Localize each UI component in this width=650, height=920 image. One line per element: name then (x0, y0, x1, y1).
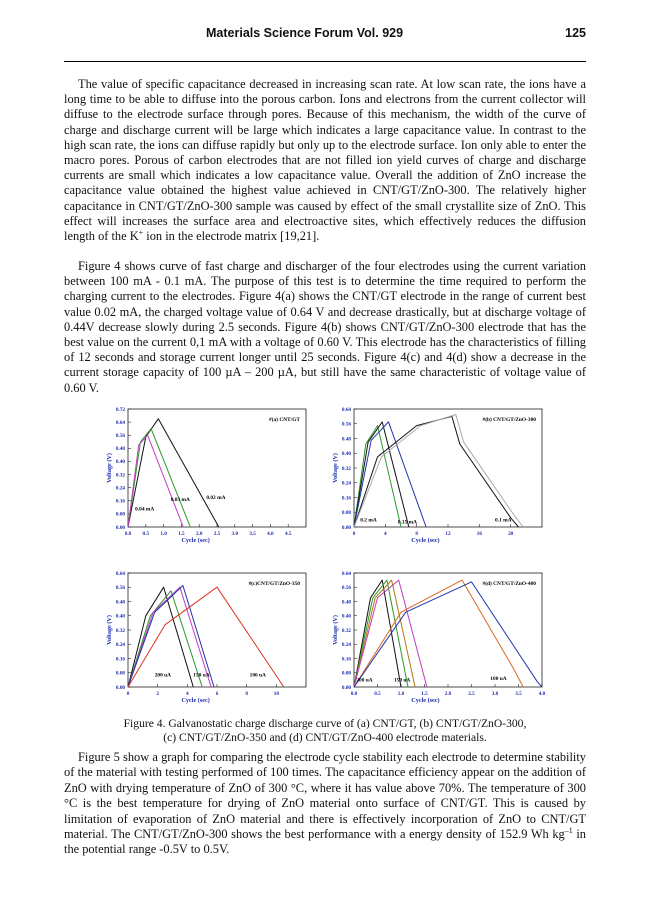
current-label: 200 uA (154, 672, 172, 679)
paragraph-3-superscript: –1 (564, 825, 573, 835)
y-tick-label: 0.00 (115, 684, 125, 691)
x-tick-label: 0 (352, 531, 356, 537)
chart-b-cnt-gt-zno-300 (322, 403, 552, 559)
x-axis-label: Cycle (sec) (411, 537, 440, 544)
y-tick-label: 0.32 (115, 472, 125, 479)
y-tick-label: 0.56 (341, 421, 351, 428)
current-label: 0.02 mA (206, 495, 226, 502)
x-tick-label: 4.0 (538, 691, 546, 697)
y-tick-label: 0.64 (115, 570, 125, 577)
plot-frame (128, 409, 306, 527)
paragraph-3-end: in the potential range -0.5V to 0.5V. (64, 827, 586, 857)
y-tick-label: 0.08 (115, 511, 125, 518)
y-tick-label: 0.24 (115, 485, 125, 492)
chart-d-cnt-gt-zno-400 (322, 567, 552, 717)
x-tick-label: 4.5 (284, 531, 292, 537)
x-tick-label: 2.5 (213, 531, 221, 537)
caption-line-2: (c) CNT/GT/ZnO-350 and (d) CNT/GT/ZnO-400 electrode materials. (163, 731, 487, 744)
paragraph-1 (64, 77, 586, 244)
x-tick-label: 3.0 (491, 691, 499, 697)
x-tick-label: 16 (476, 531, 482, 537)
y-tick-label: 0.64 (341, 570, 351, 577)
y-tick-label: 0.08 (341, 510, 351, 517)
y-tick-label: 0.16 (115, 656, 125, 663)
y-tick-label: 0.00 (341, 684, 351, 691)
plot-frame (354, 409, 542, 527)
x-tick-label: 4 (384, 531, 387, 537)
figure-caption (64, 717, 586, 745)
y-tick-label: 0.16 (341, 656, 351, 663)
x-tick-label: 2 (156, 691, 159, 697)
x-tick-label: 3.5 (249, 531, 256, 537)
y-tick-label: 0.32 (341, 465, 351, 472)
y-axis-label: Voltage (V) (332, 615, 339, 645)
y-tick-label: 0.48 (341, 599, 351, 606)
x-tick-label: 1.0 (397, 691, 405, 697)
header-rule (64, 61, 586, 62)
x-tick-label: 4.0 (267, 531, 274, 537)
y-tick-label: 0.40 (115, 459, 125, 466)
y-tick-label: 0.16 (341, 495, 351, 502)
current-label: 100 uA (490, 675, 507, 682)
journal-title: Materials Science Forum Vol. 929 (206, 26, 404, 40)
plot-frame (128, 573, 306, 687)
panel-title: #(c)CNT/GT/ZnO-350 (248, 581, 300, 587)
y-tick-label: 0.24 (341, 480, 351, 487)
x-tick-label: 20 (508, 531, 514, 537)
paragraph-3 (64, 750, 586, 858)
y-axis-label: Voltage (V) (106, 453, 113, 483)
y-tick-label: 0.48 (115, 446, 125, 453)
y-axis-label: Voltage (V) (332, 453, 339, 483)
x-tick-label: 6 (215, 691, 219, 697)
x-tick-label: 10 (273, 691, 279, 697)
x-tick-label: 12 (445, 531, 451, 537)
x-axis-label: Cycle (sec) (181, 537, 210, 544)
x-tick-label: 3.5 (515, 691, 522, 697)
caption-line-1: Figure 4. Galvanostatic charge discharge curve of (a) CNT/GT, (b) CNT/GT/ZnO-300, (123, 717, 527, 730)
y-tick-label: 0.56 (115, 585, 125, 592)
x-tick-label: 2.0 (195, 531, 203, 537)
current-label: 0.2 mA (360, 517, 377, 524)
x-axis-label: Cycle (sec) (181, 697, 210, 704)
current-label: 150 uA (193, 672, 210, 679)
y-tick-label: 0.08 (341, 670, 351, 677)
y-tick-label: 0.56 (115, 433, 125, 440)
x-tick-label: 1.5 (421, 691, 428, 697)
current-label: 200 uA (356, 677, 373, 684)
chart-a-cnt-gt (104, 403, 318, 559)
current-label: 100 uA (249, 672, 266, 679)
y-tick-label: 0.48 (341, 436, 351, 443)
panel-title: #(b) CNT/GT/ZnO-300 (482, 417, 536, 423)
y-tick-label: 0.24 (115, 642, 125, 649)
paragraph-1-text: The value of specific capacitance decreased in increasing scan rate. At low scan rate, the ions have a long time to be able to diffuse into the porous carbon. Ions and electrons from the current collector will diffuse to the electrode surface through pores. Because of this mechanism, the width of the curve of charge and discharge current will be large which indicates a large capacitance value. In contrast to the high scan rate, the ions can diffuse rapidly but only up to the electrode surface. Ion only able to enter the macro pores. Porous of carbon electrodes that are not filled ion yield curves of charge and discharge currents are small which indicates a low capacitance value. Overall the addition of ZnO increase the capacitance value obtained the highest value achieved in CNT/GT/ZnO-300. The relatively higher capacitance in CNT/GT/ZnO-300 sample was caused by effect of the small crystallite size of ZnO. This effect will increases the surface area and electroactive sites, which effectively reduces the diffusion length of the K (64, 77, 586, 244)
y-axis-label: Voltage (V) (106, 615, 113, 645)
y-tick-label: 0.48 (115, 599, 125, 606)
paragraph-2: Figure 4 shows curve of fast charge and discharger of the four electrodes using the current variation between 100 mA - 0.1 mA. The purpose of this test is to determine the time required to perform the charging current to the electrodes. Figure 4(a) shows the CNT/GT electrode in the range of current best value 0.02 mA, the charged voltage value of 0.64 V and decrease drastically, but at discharge voltage of 0.44V decrease slowly during 2.5 seconds. Figure 4(b) shows CNT/GT/ZnO-300 electrode that has the best value on the current 0,1 mA with a voltage of 0.60 V. This electrode has the characteristics of filling of 12 seconds and storage current longer until 25 seconds. Figure 4(c) and 4(d) show a decrease in the current storage capacity of 100 µA – 200 µA, but still have the same characteristic of voltage value of 0.60 V. (64, 259, 586, 395)
x-tick-label: 0.5 (374, 691, 381, 697)
x-tick-label: 0.5 (142, 531, 150, 537)
x-tick-label: 4 (186, 691, 189, 697)
x-tick-label: 0.0 (124, 531, 132, 537)
x-tick-label: 1.0 (160, 531, 167, 537)
x-tick-label: 8 (415, 531, 418, 537)
y-tick-label: 0.08 (115, 670, 125, 677)
y-tick-label: 0.40 (341, 613, 351, 620)
x-tick-label: 0.0 (350, 691, 358, 697)
y-tick-label: 0.40 (115, 613, 125, 620)
x-tick-label: 2.0 (444, 691, 452, 697)
y-tick-label: 0.00 (341, 524, 351, 531)
running-header (64, 26, 586, 42)
x-tick-label: 2.5 (468, 691, 475, 697)
page-number: 125 (565, 26, 586, 40)
current-label: 0.15 mA (397, 519, 418, 526)
panel-title: #(d) CNT/GT/ZnO-400 (482, 581, 536, 587)
y-tick-label: 0.72 (115, 406, 125, 413)
current-label: 0.04 mA (135, 506, 155, 513)
current-label: 0.03 mA (170, 496, 190, 503)
chart-c-cnt-gt-zno-350 (104, 567, 318, 717)
x-tick-label: 3.0 (231, 531, 239, 537)
paragraph-1-end: ion in the electrode matrix [19,21]. (143, 229, 320, 244)
y-tick-label: 0.16 (115, 498, 125, 505)
y-tick-label: 0.40 (341, 451, 351, 458)
current-label: 150 uA (393, 677, 411, 684)
panel-title: #(a) CNT/GT (269, 417, 300, 423)
y-tick-label: 0.64 (115, 419, 125, 426)
x-tick-label: 8 (245, 691, 248, 697)
x-tick-label: 1.5 (178, 531, 185, 537)
x-tick-label: 0 (126, 691, 130, 697)
y-tick-label: 0.32 (341, 627, 351, 634)
y-tick-label: 0.32 (115, 627, 125, 634)
x-axis-label: Cycle (sec) (411, 697, 440, 704)
y-tick-label: 0.24 (341, 642, 351, 649)
current-label: 0.1 mA (495, 517, 512, 524)
paragraph-3-text: Figure 5 show a graph for comparing the electrode cycle stability each electrode to determine stability of the material with testing performed of 100 times. The capacitance efficiency appear on the addition of ZnO with drying temperature of ZnO of 300 °C, where it has value above 70%. The temperature of 300 °C is the best temperature for drying of ZnO material onto surface of CNT/GT. This is caused by limitation of evaporation of ZnO material and there is effectively incorporation of ZnO to CNT/GT material. The CNT/GT/ZnO-300 shows the best performance with a energy density of 152.9 Wh kg (64, 750, 586, 842)
paragraph-1-superscript: + (138, 227, 144, 237)
y-tick-label: 0.64 (341, 406, 351, 413)
y-tick-label: 0.56 (341, 585, 351, 592)
y-tick-label: 0.00 (115, 524, 125, 531)
